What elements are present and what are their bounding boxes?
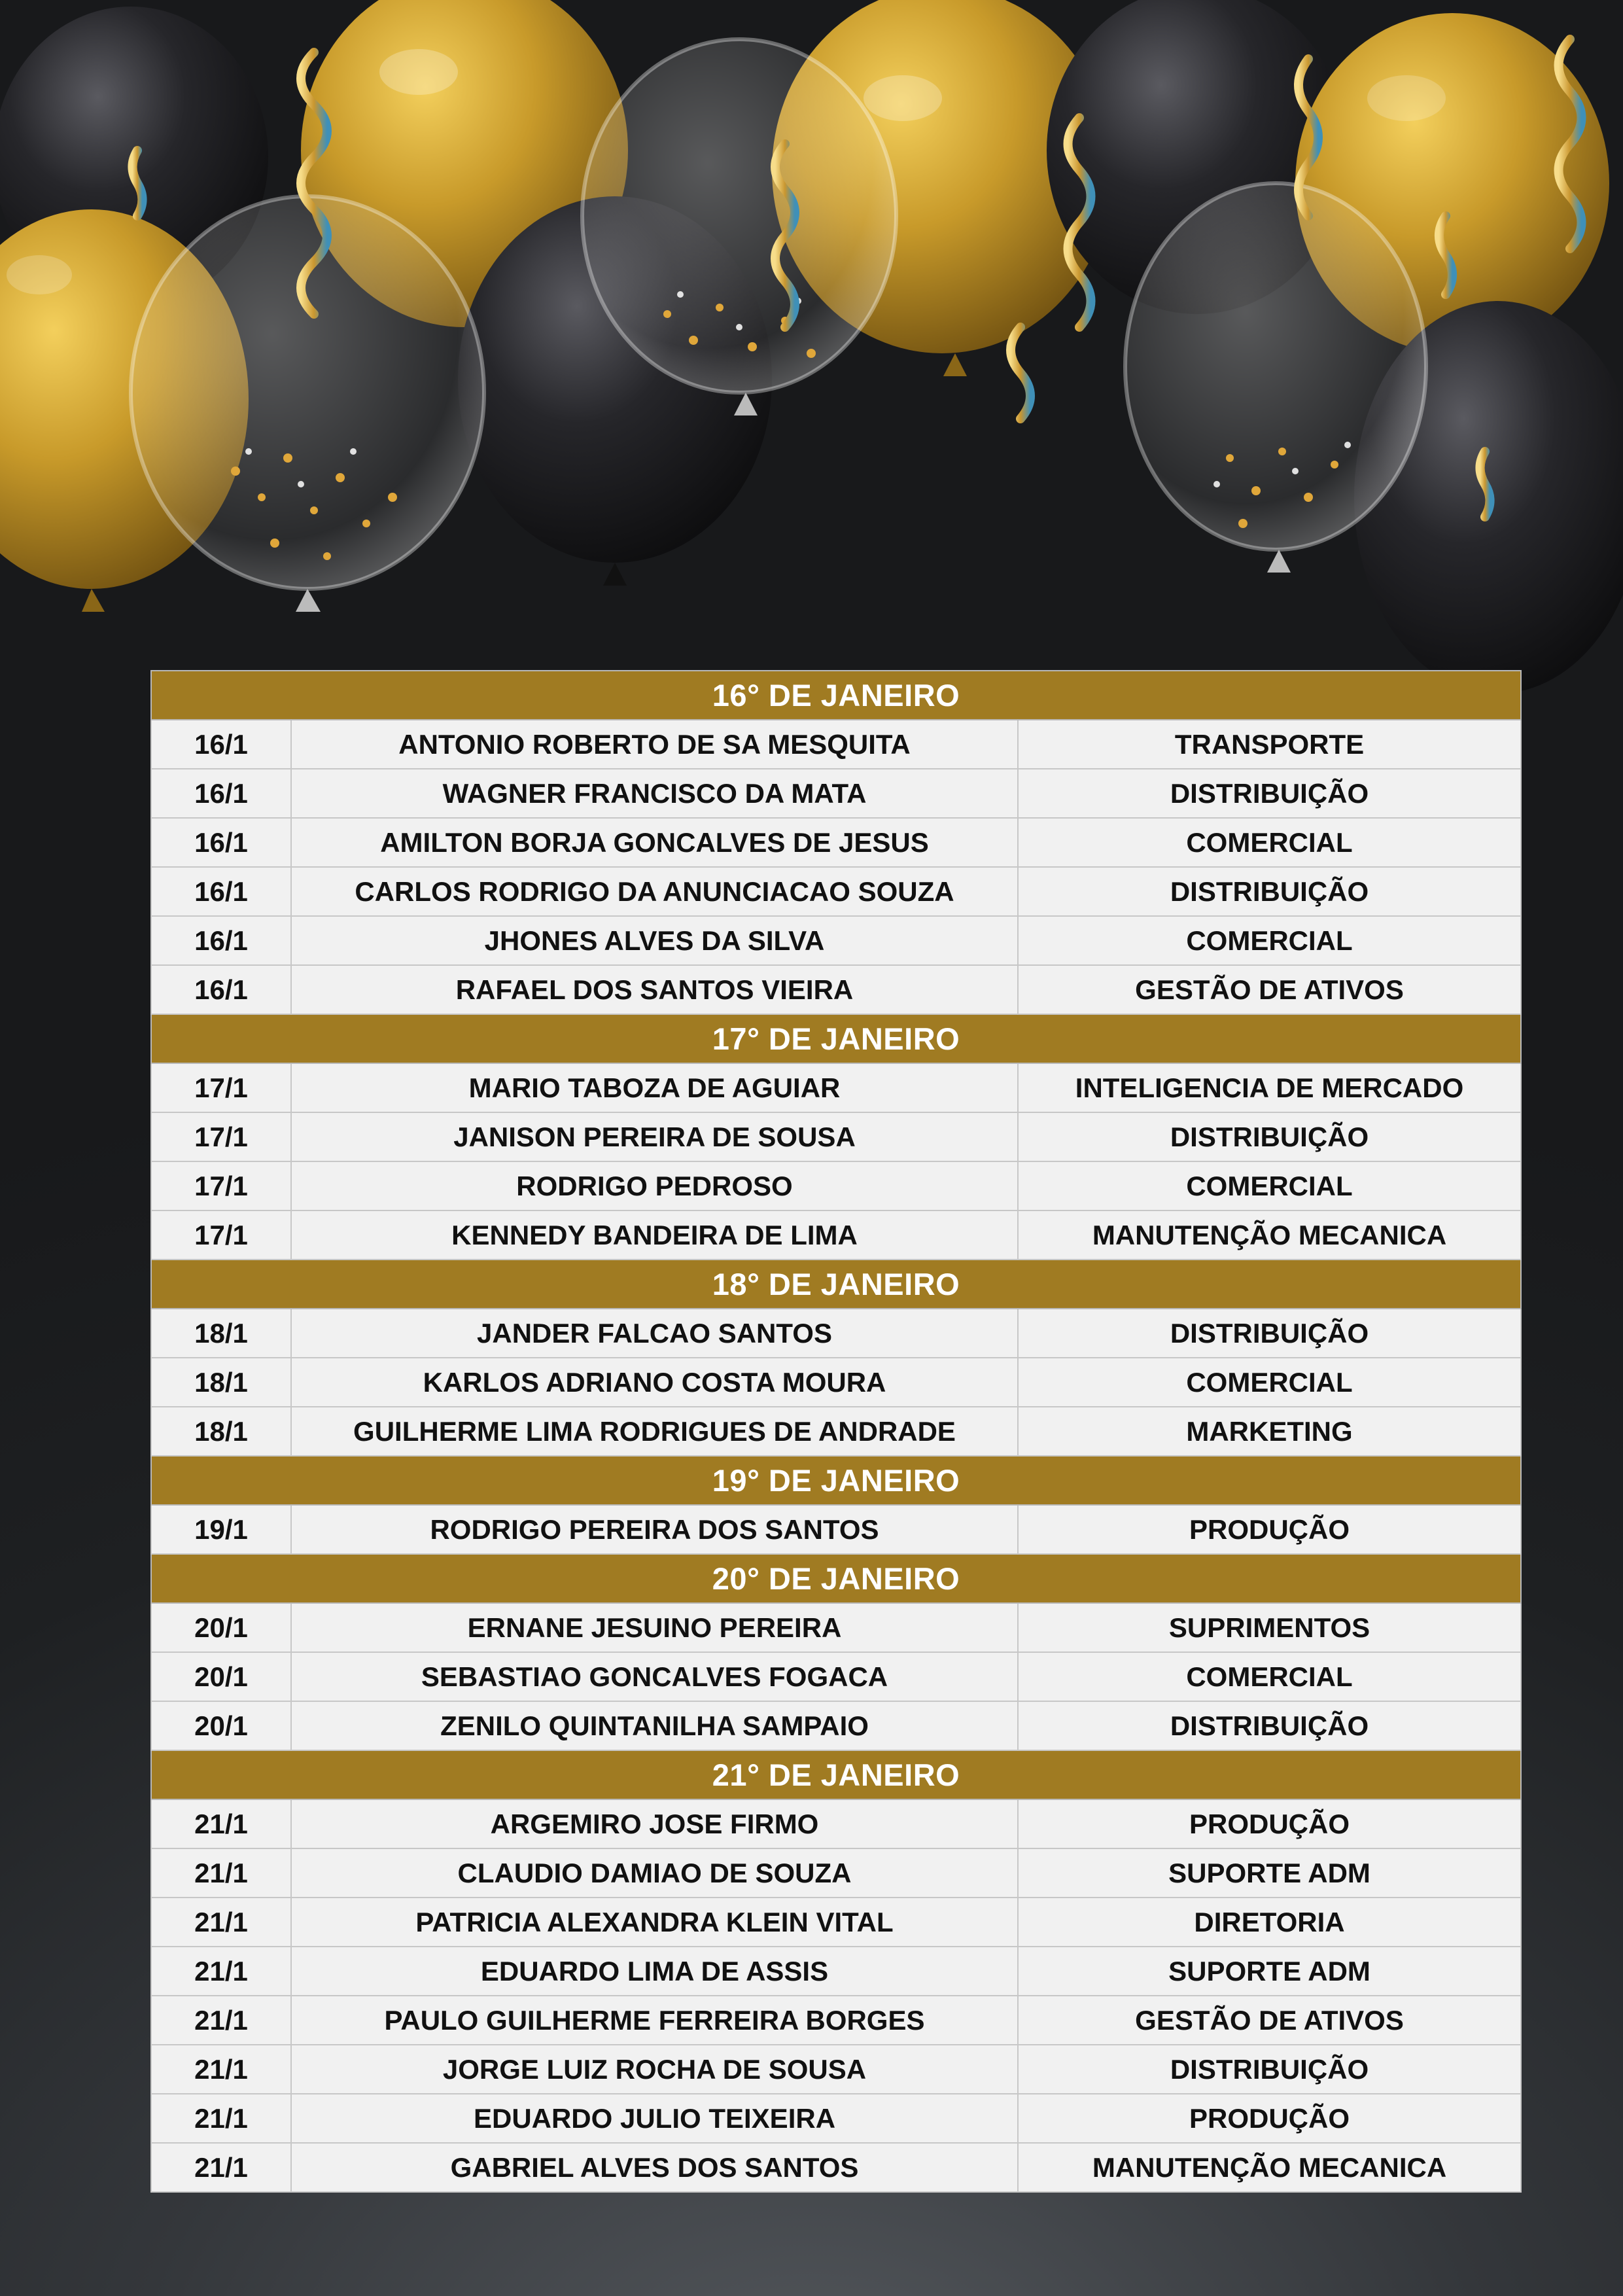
table-row: [151, 1652, 1521, 1701]
day-header-row: [151, 1014, 1521, 1063]
department-cell: MANUTENÇÃO MECANICA: [1018, 2143, 1521, 2192]
day-header-row: [151, 671, 1521, 720]
date-cell: 17/1: [151, 1112, 291, 1161]
name-cell: GUILHERME LIMA RODRIGUES DE ANDRADE: [291, 1407, 1018, 1456]
name-cell: RODRIGO PEDROSO: [291, 1161, 1018, 1210]
day-header-title: 20° DE JANEIRO: [151, 1554, 1521, 1603]
department-cell: DISTRIBUIÇÃO: [1018, 867, 1521, 916]
department-cell: COMERCIAL: [1018, 1652, 1521, 1701]
name-cell: JHONES ALVES DA SILVA: [291, 916, 1018, 965]
department-cell: DIRETORIA: [1018, 1898, 1521, 1947]
table-row: [151, 867, 1521, 916]
date-cell: 21/1: [151, 1947, 291, 1996]
department-cell: PRODUÇÃO: [1018, 2094, 1521, 2143]
name-cell: ARGEMIRO JOSE FIRMO: [291, 1799, 1018, 1848]
department-cell: SUPORTE ADM: [1018, 1848, 1521, 1898]
balloons-and-streamers-icon: [0, 0, 1623, 720]
department-cell: PRODUÇÃO: [1018, 1505, 1521, 1554]
department-cell: DISTRIBUIÇÃO: [1018, 2045, 1521, 2094]
date-cell: 18/1: [151, 1407, 291, 1456]
name-cell: WAGNER FRANCISCO DA MATA: [291, 769, 1018, 818]
table-row: [151, 1898, 1521, 1947]
date-cell: 19/1: [151, 1505, 291, 1554]
name-cell: PATRICIA ALEXANDRA KLEIN VITAL: [291, 1898, 1018, 1947]
department-cell: COMERCIAL: [1018, 1358, 1521, 1407]
name-cell: RAFAEL DOS SANTOS VIEIRA: [291, 965, 1018, 1014]
table-row: [151, 720, 1521, 769]
table-row: [151, 1063, 1521, 1112]
date-cell: 20/1: [151, 1652, 291, 1701]
day-header-title: 18° DE JANEIRO: [151, 1260, 1521, 1309]
table-row: [151, 1358, 1521, 1407]
department-cell: MARKETING: [1018, 1407, 1521, 1456]
name-cell: EDUARDO LIMA DE ASSIS: [291, 1947, 1018, 1996]
date-cell: 20/1: [151, 1603, 291, 1652]
table-row: [151, 769, 1521, 818]
name-cell: EDUARDO JULIO TEIXEIRA: [291, 2094, 1018, 2143]
date-cell: 17/1: [151, 1063, 291, 1112]
name-cell: AMILTON BORJA GONCALVES DE JESUS: [291, 818, 1018, 867]
day-header-title: 21° DE JANEIRO: [151, 1750, 1521, 1799]
name-cell: KARLOS ADRIANO COSTA MOURA: [291, 1358, 1018, 1407]
day-header-row: [151, 1260, 1521, 1309]
department-cell: MANUTENÇÃO MECANICA: [1018, 1210, 1521, 1260]
date-cell: 16/1: [151, 965, 291, 1014]
table-row: [151, 1996, 1521, 2045]
name-cell: JORGE LUIZ ROCHA DE SOUSA: [291, 2045, 1018, 2094]
date-cell: 18/1: [151, 1309, 291, 1358]
department-cell: COMERCIAL: [1018, 916, 1521, 965]
date-cell: 16/1: [151, 720, 291, 769]
table-row: [151, 2094, 1521, 2143]
name-cell: PAULO GUILHERME FERREIRA BORGES: [291, 1996, 1018, 2045]
department-cell: SUPRIMENTOS: [1018, 1603, 1521, 1652]
name-cell: KENNEDY BANDEIRA DE LIMA: [291, 1210, 1018, 1260]
schedule-body: [151, 671, 1521, 2192]
department-cell: COMERCIAL: [1018, 818, 1521, 867]
department-cell: DISTRIBUIÇÃO: [1018, 1112, 1521, 1161]
department-cell: COMERCIAL: [1018, 1161, 1521, 1210]
name-cell: JANDER FALCAO SANTOS: [291, 1309, 1018, 1358]
date-cell: 21/1: [151, 1996, 291, 2045]
day-header-title: 17° DE JANEIRO: [151, 1014, 1521, 1063]
date-cell: 18/1: [151, 1358, 291, 1407]
table-row: [151, 1603, 1521, 1652]
table-row: [151, 916, 1521, 965]
date-cell: 21/1: [151, 2045, 291, 2094]
department-cell: DISTRIBUIÇÃO: [1018, 769, 1521, 818]
table-row: [151, 1161, 1521, 1210]
table-row: [151, 1947, 1521, 1996]
table-row: [151, 1309, 1521, 1358]
name-cell: CARLOS RODRIGO DA ANUNCIACAO SOUZA: [291, 867, 1018, 916]
date-cell: 16/1: [151, 818, 291, 867]
name-cell: ERNANE JESUINO PEREIRA: [291, 1603, 1018, 1652]
department-cell: SUPORTE ADM: [1018, 1947, 1521, 1996]
table-row: [151, 2045, 1521, 2094]
department-cell: PRODUÇÃO: [1018, 1799, 1521, 1848]
table-row: [151, 1848, 1521, 1898]
birthday-schedule-table: [150, 670, 1522, 2193]
name-cell: ZENILO QUINTANILHA SAMPAIO: [291, 1701, 1018, 1750]
department-cell: GESTÃO DE ATIVOS: [1018, 1996, 1521, 2045]
day-header-row: [151, 1750, 1521, 1799]
department-cell: GESTÃO DE ATIVOS: [1018, 965, 1521, 1014]
name-cell: RODRIGO PEREIRA DOS SANTOS: [291, 1505, 1018, 1554]
date-cell: 21/1: [151, 1848, 291, 1898]
date-cell: 21/1: [151, 2094, 291, 2143]
date-cell: 16/1: [151, 769, 291, 818]
department-cell: TRANSPORTE: [1018, 720, 1521, 769]
table-row: [151, 965, 1521, 1014]
department-cell: DISTRIBUIÇÃO: [1018, 1309, 1521, 1358]
day-header-title: 16° DE JANEIRO: [151, 671, 1521, 720]
table-row: [151, 818, 1521, 867]
name-cell: CLAUDIO DAMIAO DE SOUZA: [291, 1848, 1018, 1898]
date-cell: 20/1: [151, 1701, 291, 1750]
date-cell: 21/1: [151, 1799, 291, 1848]
name-cell: SEBASTIAO GONCALVES FOGACA: [291, 1652, 1018, 1701]
table-row: [151, 2143, 1521, 2192]
table-row: [151, 1799, 1521, 1848]
department-cell: DISTRIBUIÇÃO: [1018, 1701, 1521, 1750]
date-cell: 17/1: [151, 1161, 291, 1210]
department-cell: INTELIGENCIA DE MERCADO: [1018, 1063, 1521, 1112]
day-header-row: [151, 1456, 1521, 1505]
date-cell: 16/1: [151, 867, 291, 916]
date-cell: 16/1: [151, 916, 291, 965]
name-cell: JANISON PEREIRA DE SOUSA: [291, 1112, 1018, 1161]
table-row: [151, 1505, 1521, 1554]
table-row: [151, 1210, 1521, 1260]
table-row: [151, 1407, 1521, 1456]
name-cell: MARIO TABOZA DE AGUIAR: [291, 1063, 1018, 1112]
date-cell: 21/1: [151, 2143, 291, 2192]
day-header-row: [151, 1554, 1521, 1603]
name-cell: ANTONIO ROBERTO DE SA MESQUITA: [291, 720, 1018, 769]
day-header-title: 19° DE JANEIRO: [151, 1456, 1521, 1505]
table-row: [151, 1112, 1521, 1161]
table-row: [151, 1701, 1521, 1750]
name-cell: GABRIEL ALVES DOS SANTOS: [291, 2143, 1018, 2192]
date-cell: 17/1: [151, 1210, 291, 1260]
date-cell: 21/1: [151, 1898, 291, 1947]
